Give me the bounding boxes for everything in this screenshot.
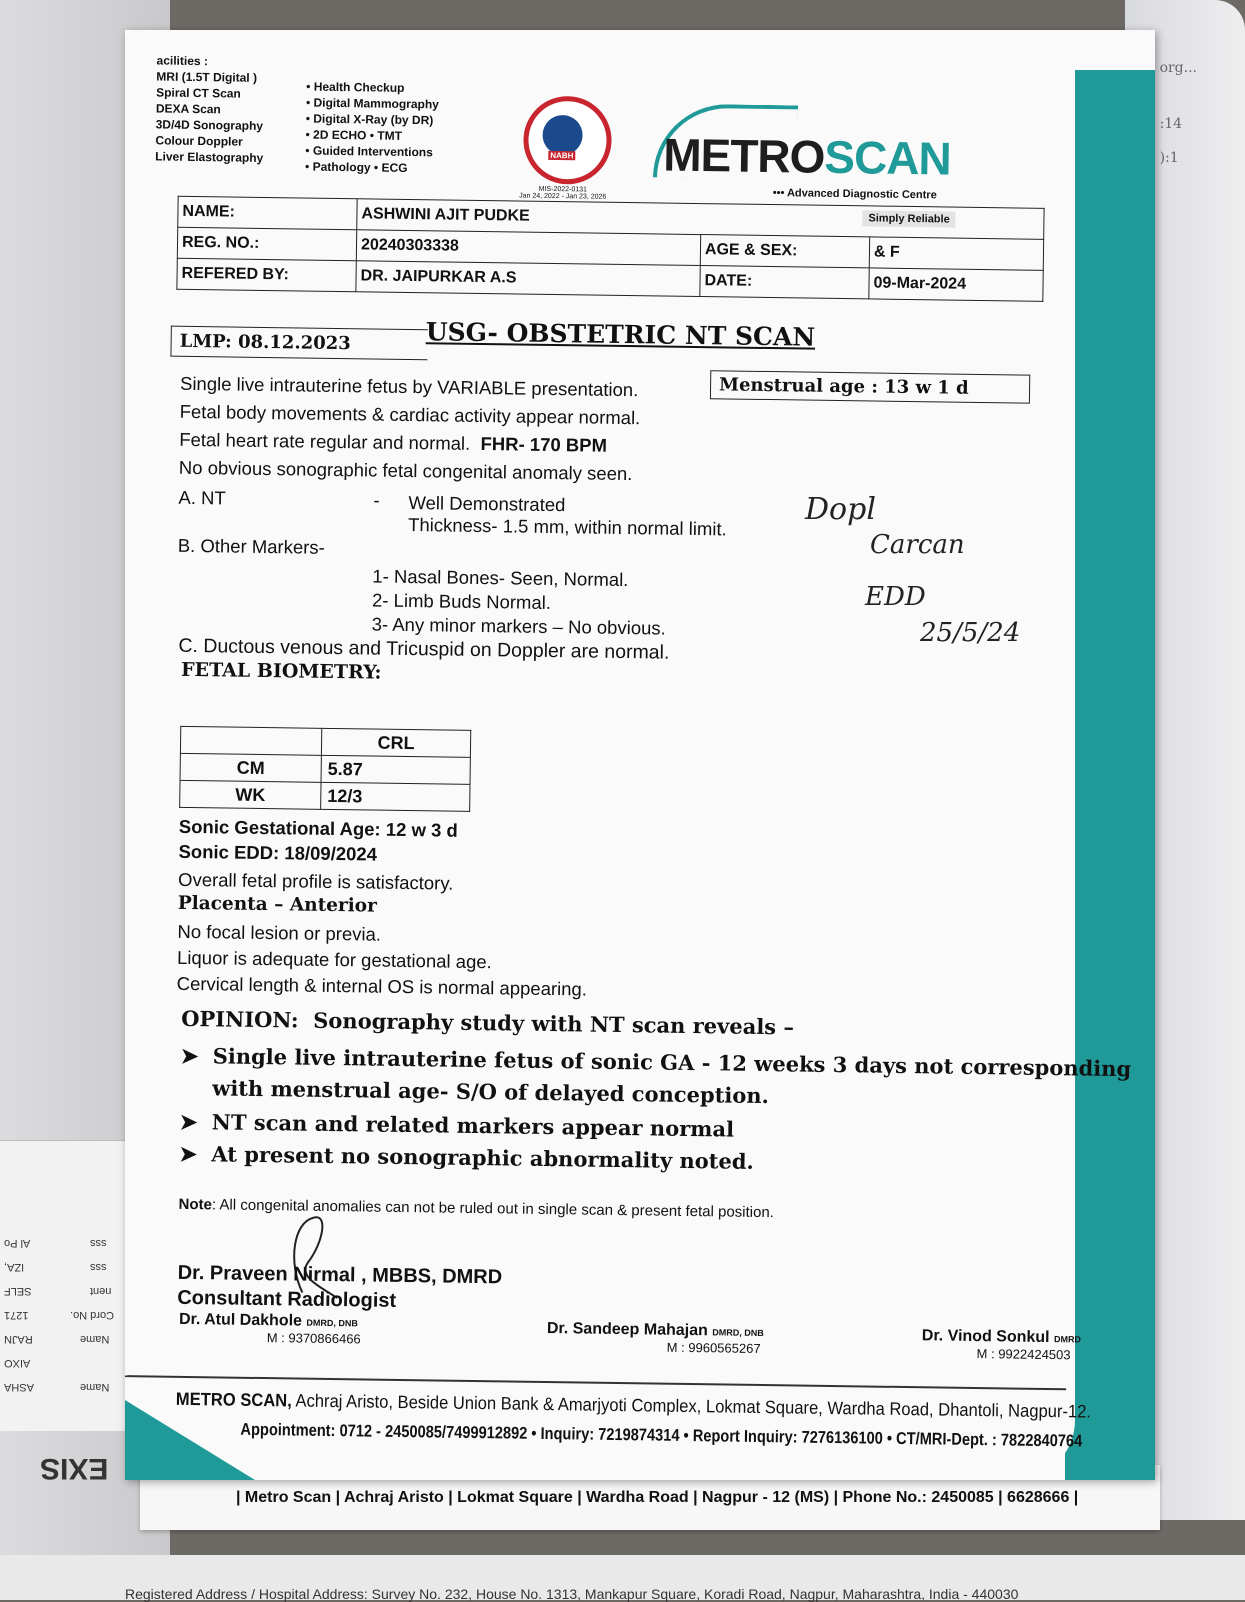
marker-item: 1- Nasal Bones- Seen, Normal. [372, 565, 629, 591]
nabh-seal-center [542, 115, 583, 156]
handwritten-note: 25/5/24 [920, 618, 1021, 648]
finding-line [179, 429, 607, 457]
bullet-text: At present no sonographic abnormality noted. [211, 1141, 754, 1174]
biometry-table [179, 726, 471, 812]
stack-text: AIXO [4, 1357, 31, 1369]
arrow-icon: ➤ [180, 1042, 199, 1069]
biometry-label: CM [180, 753, 321, 782]
doctor-1 [179, 1311, 361, 1347]
ref-label: REFERED BY: [177, 258, 356, 291]
finding-line: Overall fetal profile is satisfactory. [178, 868, 454, 894]
stack-text: nent [90, 1285, 112, 1297]
doctor-mobile: M : 9960565267 [666, 1339, 761, 1357]
logo-wordmark [663, 128, 951, 186]
facility-item: • 2D ECHO • TMT [305, 127, 403, 143]
handwritten-note: Carcan [870, 530, 965, 560]
edge-text: :14 [1159, 116, 1183, 132]
footer-phones: Appointment: 0712 - 2450085/7499912892 • Inquiry: 7219874314 • Report Inquiry: 7276136100 • CT/MRI-Dept. : 7822840764 [240, 1419, 1083, 1451]
opinion-bullet [179, 1141, 754, 1174]
facility-item: • Health Checkup [306, 79, 405, 95]
stack-text: Name [80, 1333, 110, 1345]
facility-item: • Pathology • ECG [305, 159, 408, 175]
stack-text: sss [90, 1237, 107, 1249]
biometry-value: 12/3 [321, 782, 470, 811]
facility-item: MRI (1.5T Digital ) [156, 69, 258, 85]
stack-text: Cord No. [70, 1309, 115, 1321]
referred-by: DR. JAIPURKAR A.S [356, 261, 700, 297]
finding-line: Liquor is adequate for gestational age. [176, 946, 492, 973]
biometry-title: FETAL BIOMETRY: [180, 658, 382, 684]
background-stacked-papers [0, 1140, 135, 1485]
facilities-col2 [305, 79, 466, 177]
edge-text: org... [1159, 60, 1197, 76]
address-text: Achraj Aristo, Beside Union Bank & Amarjyoti Complex, Lokmat Square, Wardha Road, Dhantoli, Nagpur-12. [291, 1390, 1092, 1422]
lmp: LMP: 08.12.2023 [170, 326, 427, 361]
fhr-value: FHR- 170 BPM [480, 433, 608, 456]
arrow-icon: ➤ [179, 1140, 198, 1167]
stack-text: IZA, [4, 1261, 25, 1273]
patient-info-table [176, 196, 1044, 302]
note-label: Note [178, 1195, 213, 1214]
finding-line: Single live intrauterine fetus by VARIABLE presentation. [179, 372, 639, 401]
nabh-cert-no: MIS-2022-0131 [538, 185, 587, 194]
handwritten-note: EDD [865, 582, 926, 612]
stack-text: SELF [4, 1285, 32, 1297]
reg-label: REG. NO.: [177, 227, 356, 260]
stack-brand: EXIS [40, 1452, 109, 1485]
doctor-name: Dr. Vinod Sonkul [921, 1327, 1050, 1347]
nabh-validity: Jan 24, 2022 - Jan 23, 2026 [519, 192, 607, 201]
nabh-label: NABH [550, 150, 574, 161]
metroscan-logo [663, 118, 964, 202]
background-right-text [1160, 60, 1197, 166]
opinion-bullet [181, 1043, 1132, 1081]
marker-item: 2- Limb Buds Normal. [371, 589, 552, 614]
address-brand: METRO SCAN, [175, 1388, 292, 1411]
doctor-qual: DMRD, DNB [306, 1317, 358, 1329]
finding-line: No focal lesion or previa. [177, 920, 382, 945]
facility-item: DEXA Scan [155, 101, 221, 117]
logo-scan: SCAN [824, 130, 952, 185]
table-row [180, 780, 470, 811]
patient-name: ASHWINI AJIT PUDKE [357, 199, 1044, 240]
stack-text: 1271 [4, 1309, 29, 1321]
facility-item: Liver Elastography [155, 149, 264, 165]
footer-address [176, 1389, 1091, 1423]
signatory-name: Dr. Praveen Nirmal , MBBS, DMRD [177, 1261, 503, 1289]
nt-demonstrated: Well Demonstrated [408, 492, 566, 516]
nabh-cert [513, 185, 613, 200]
stack-text: ASHA [4, 1381, 34, 1393]
stack-text: sss [90, 1261, 107, 1273]
doctor-qual: DMRD, DNB [712, 1327, 764, 1339]
table-cell [180, 726, 321, 755]
facility-item: • Guided Interventions [305, 143, 433, 160]
footer-sheet-line: | Metro Scan | Achraj Aristo | Lokmat Square | Wardha Road | Nagpur - 12 (MS) | Phone No.: 2450085 | 6628666 | [236, 1489, 1079, 1506]
finding-line: Cervical length & internal OS is normal appearing. [176, 972, 588, 1000]
logo-metro: METRO [662, 128, 825, 183]
opinion-label: OPINION: [181, 1005, 299, 1033]
opinion-text: Sonography study with NT scan reveals – [313, 1007, 795, 1040]
facilities-heading: acilities : [156, 53, 209, 69]
slogan-badge: Simply Reliable [862, 210, 956, 227]
handwritten-note: Dopl [805, 492, 876, 527]
menstrual-age: Menstrual age : 13 w 1 d [710, 370, 1030, 403]
report-title: USG- OBSTETRIC NT SCAN [425, 317, 816, 352]
doctor-2 [547, 1320, 764, 1356]
doctor-name: Dr. Atul Dakhole [178, 1310, 303, 1330]
opinion [181, 1006, 794, 1040]
facility-item: 3D/4D Sonography [155, 117, 264, 133]
doctor-3 [922, 1327, 1082, 1362]
edge-text: ):1 [1159, 150, 1179, 166]
name-label: NAME: [178, 196, 357, 229]
doctor-name: Dr. Sandeep Mahajan [546, 1320, 708, 1340]
facilities-list [155, 52, 439, 175]
stack-text: Al Po [4, 1237, 31, 1249]
registered-address: Registered Address / Hospital Address: Survey No. 232, House No. 1313, Mankapur Square, Koradi Road, Nagpur, Maharashtra, India - 440030 [125, 1586, 1019, 1602]
table-row [180, 753, 470, 784]
facility-item: • Digital X-Ray (by DR) [305, 111, 434, 128]
report-content [125, 30, 1132, 1480]
facility-item: • Digital Mammography [305, 95, 439, 112]
signatory-title: Consultant Radiologist [177, 1286, 397, 1312]
placenta: Placenta – Anterior [177, 892, 378, 917]
markers-label: B. Other Markers- [177, 534, 325, 558]
doctor-mobile: M : 9922424503 [976, 1346, 1071, 1363]
bullet-text: NT scan and related markers appear normal [211, 1109, 735, 1142]
table-row [180, 726, 470, 757]
sonic-ga: Sonic Gestational Age: 12 w 3 d [178, 815, 458, 841]
doctor-mobile: M : 9370866466 [266, 1330, 361, 1347]
signatory-block [177, 1261, 502, 1316]
age-sex: & F [869, 237, 1043, 270]
ductus-line: C. Ductous venous and Tricuspid on Doppler are normal. [178, 634, 670, 664]
doctor-qual: DMRD [1053, 1334, 1082, 1345]
biometry-label: WK [180, 780, 321, 809]
report-date: 09-Mar-2024 [869, 268, 1043, 301]
fhr-text: Fetal heart rate regular and normal. [179, 428, 471, 454]
date-label: DATE: [700, 266, 869, 299]
facility-item: Spiral CT Scan [156, 85, 241, 101]
finding-line: Fetal body movements & cardiac activity appear normal. [179, 400, 641, 429]
marker-item: 3- Any minor markers – No obvious. [371, 613, 666, 639]
stack-text: RAJN [4, 1333, 33, 1345]
stack-text: Name [80, 1381, 110, 1393]
age-label: AGE & SEX: [700, 235, 869, 268]
biometry-header: CRL [321, 728, 470, 757]
opinion-bullet [180, 1109, 735, 1142]
finding-line: No obvious sonographic fetal congenital anomaly seen. [178, 456, 633, 485]
biometry-value: 5.87 [321, 755, 470, 784]
sonic-edd: Sonic EDD: 18/09/2024 [178, 840, 378, 865]
note-text: : All congenital anomalies can not be ruled out in single scan & present fetal position. [211, 1196, 775, 1222]
footer-divider [125, 1375, 1066, 1390]
report-page [125, 30, 1155, 1480]
facility-item: Colour Doppler [155, 133, 243, 149]
nt-dash: - [373, 489, 380, 511]
arrow-icon: ➤ [179, 1108, 198, 1135]
bullet-text: Single live intrauterine fetus of sonic GA - 12 weeks 3 days not corresponding [212, 1043, 1132, 1082]
reg-number: 20240303338 [356, 230, 700, 266]
bullet-text: with menstrual age- S/O of delayed conception. [212, 1075, 770, 1109]
nt-label: A. NT [178, 486, 226, 509]
nabh-seal [523, 96, 612, 185]
nt-thickness: Thickness- 1.5 mm, within normal limit. [407, 514, 727, 540]
note [178, 1196, 774, 1221]
logo-tagline: ••• Advanced Diagnostic Centre [772, 187, 937, 202]
